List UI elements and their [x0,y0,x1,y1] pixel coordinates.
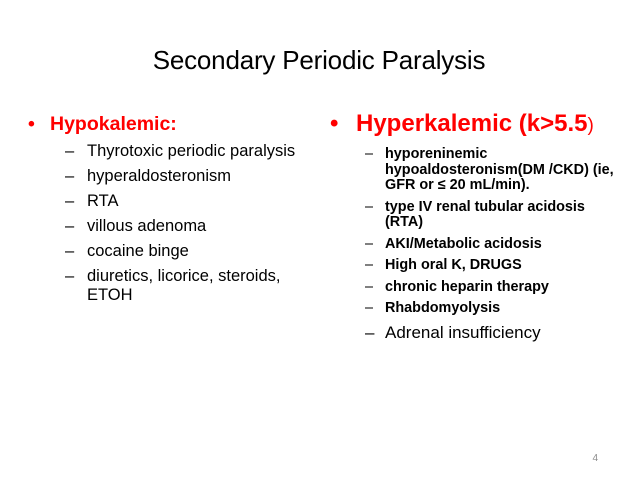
list-item [365,147,620,194]
dash-icon: – [365,146,374,162]
list-item-text: villous adenoma [87,217,207,235]
list-item-text: type IV renal tubular acidosis (RTA) [385,198,585,230]
dash-icon: – [65,142,75,160]
list-item [365,237,620,253]
dash-icon: – [365,300,374,316]
left-column [28,112,308,311]
list-item [65,217,308,236]
page-number: 4 [592,453,598,464]
list-item-text: hyperaldosteronism [87,167,231,185]
list-item [365,200,620,231]
list-item [65,192,308,211]
list-item-text: chronic heparin therapy [385,278,549,295]
list-item [65,142,308,161]
dash-icon: – [65,267,75,285]
right-column [330,109,620,349]
hypokalemic-list [65,142,308,305]
dash-icon: – [365,278,374,295]
list-item-text: Thyrotoxic periodic paralysis [87,142,296,160]
list-item-text: RTA [87,192,119,210]
list-item [365,280,620,296]
list-item-text: High oral K, DRUGS [385,257,522,273]
slide-title: Secondary Periodic Paralysis [152,45,486,75]
hyperkalemic-list [365,147,620,343]
list-item [365,258,620,274]
hypokalemic-heading-row [28,112,308,137]
list-item [65,242,308,261]
hyperkalemic-heading-row [330,109,620,141]
list-item [65,167,308,186]
dash-icon: – [65,217,75,235]
bullet-icon: • [330,110,339,137]
list-item-text: diuretics, licorice, steroids, ETOH [87,267,281,304]
list-item-text: Rhabdomyolysis [385,300,501,316]
hyperkalemic-heading-wrap [356,109,594,141]
list-item [365,301,620,317]
list-item-text: AKI/Metabolic acidosis [385,235,542,252]
dash-icon: – [65,242,75,260]
list-item [65,267,308,305]
list-item-text: cocaine binge [87,242,189,260]
hypokalemic-heading: Hypokalemic: [50,113,177,135]
hyperkalemic-heading: Hyperkalemic (k>5.5 [356,110,588,137]
dash-icon: – [365,322,375,342]
bullet-icon: • [28,113,35,135]
dash-icon: – [365,235,374,252]
list-item-text: Adrenal insufficiency [385,322,541,342]
list-item-text: hyporeninemic hypoaldosteronism(DM /CKD) (ie, GFR or ≤ 20 mL/min). [385,146,614,193]
list-item [365,323,620,343]
dash-icon: – [365,198,374,215]
hyperkalemic-heading-paren: ) [587,115,594,136]
dash-icon: – [365,257,374,273]
dash-icon: – [65,192,75,210]
dash-icon: – [65,167,75,185]
